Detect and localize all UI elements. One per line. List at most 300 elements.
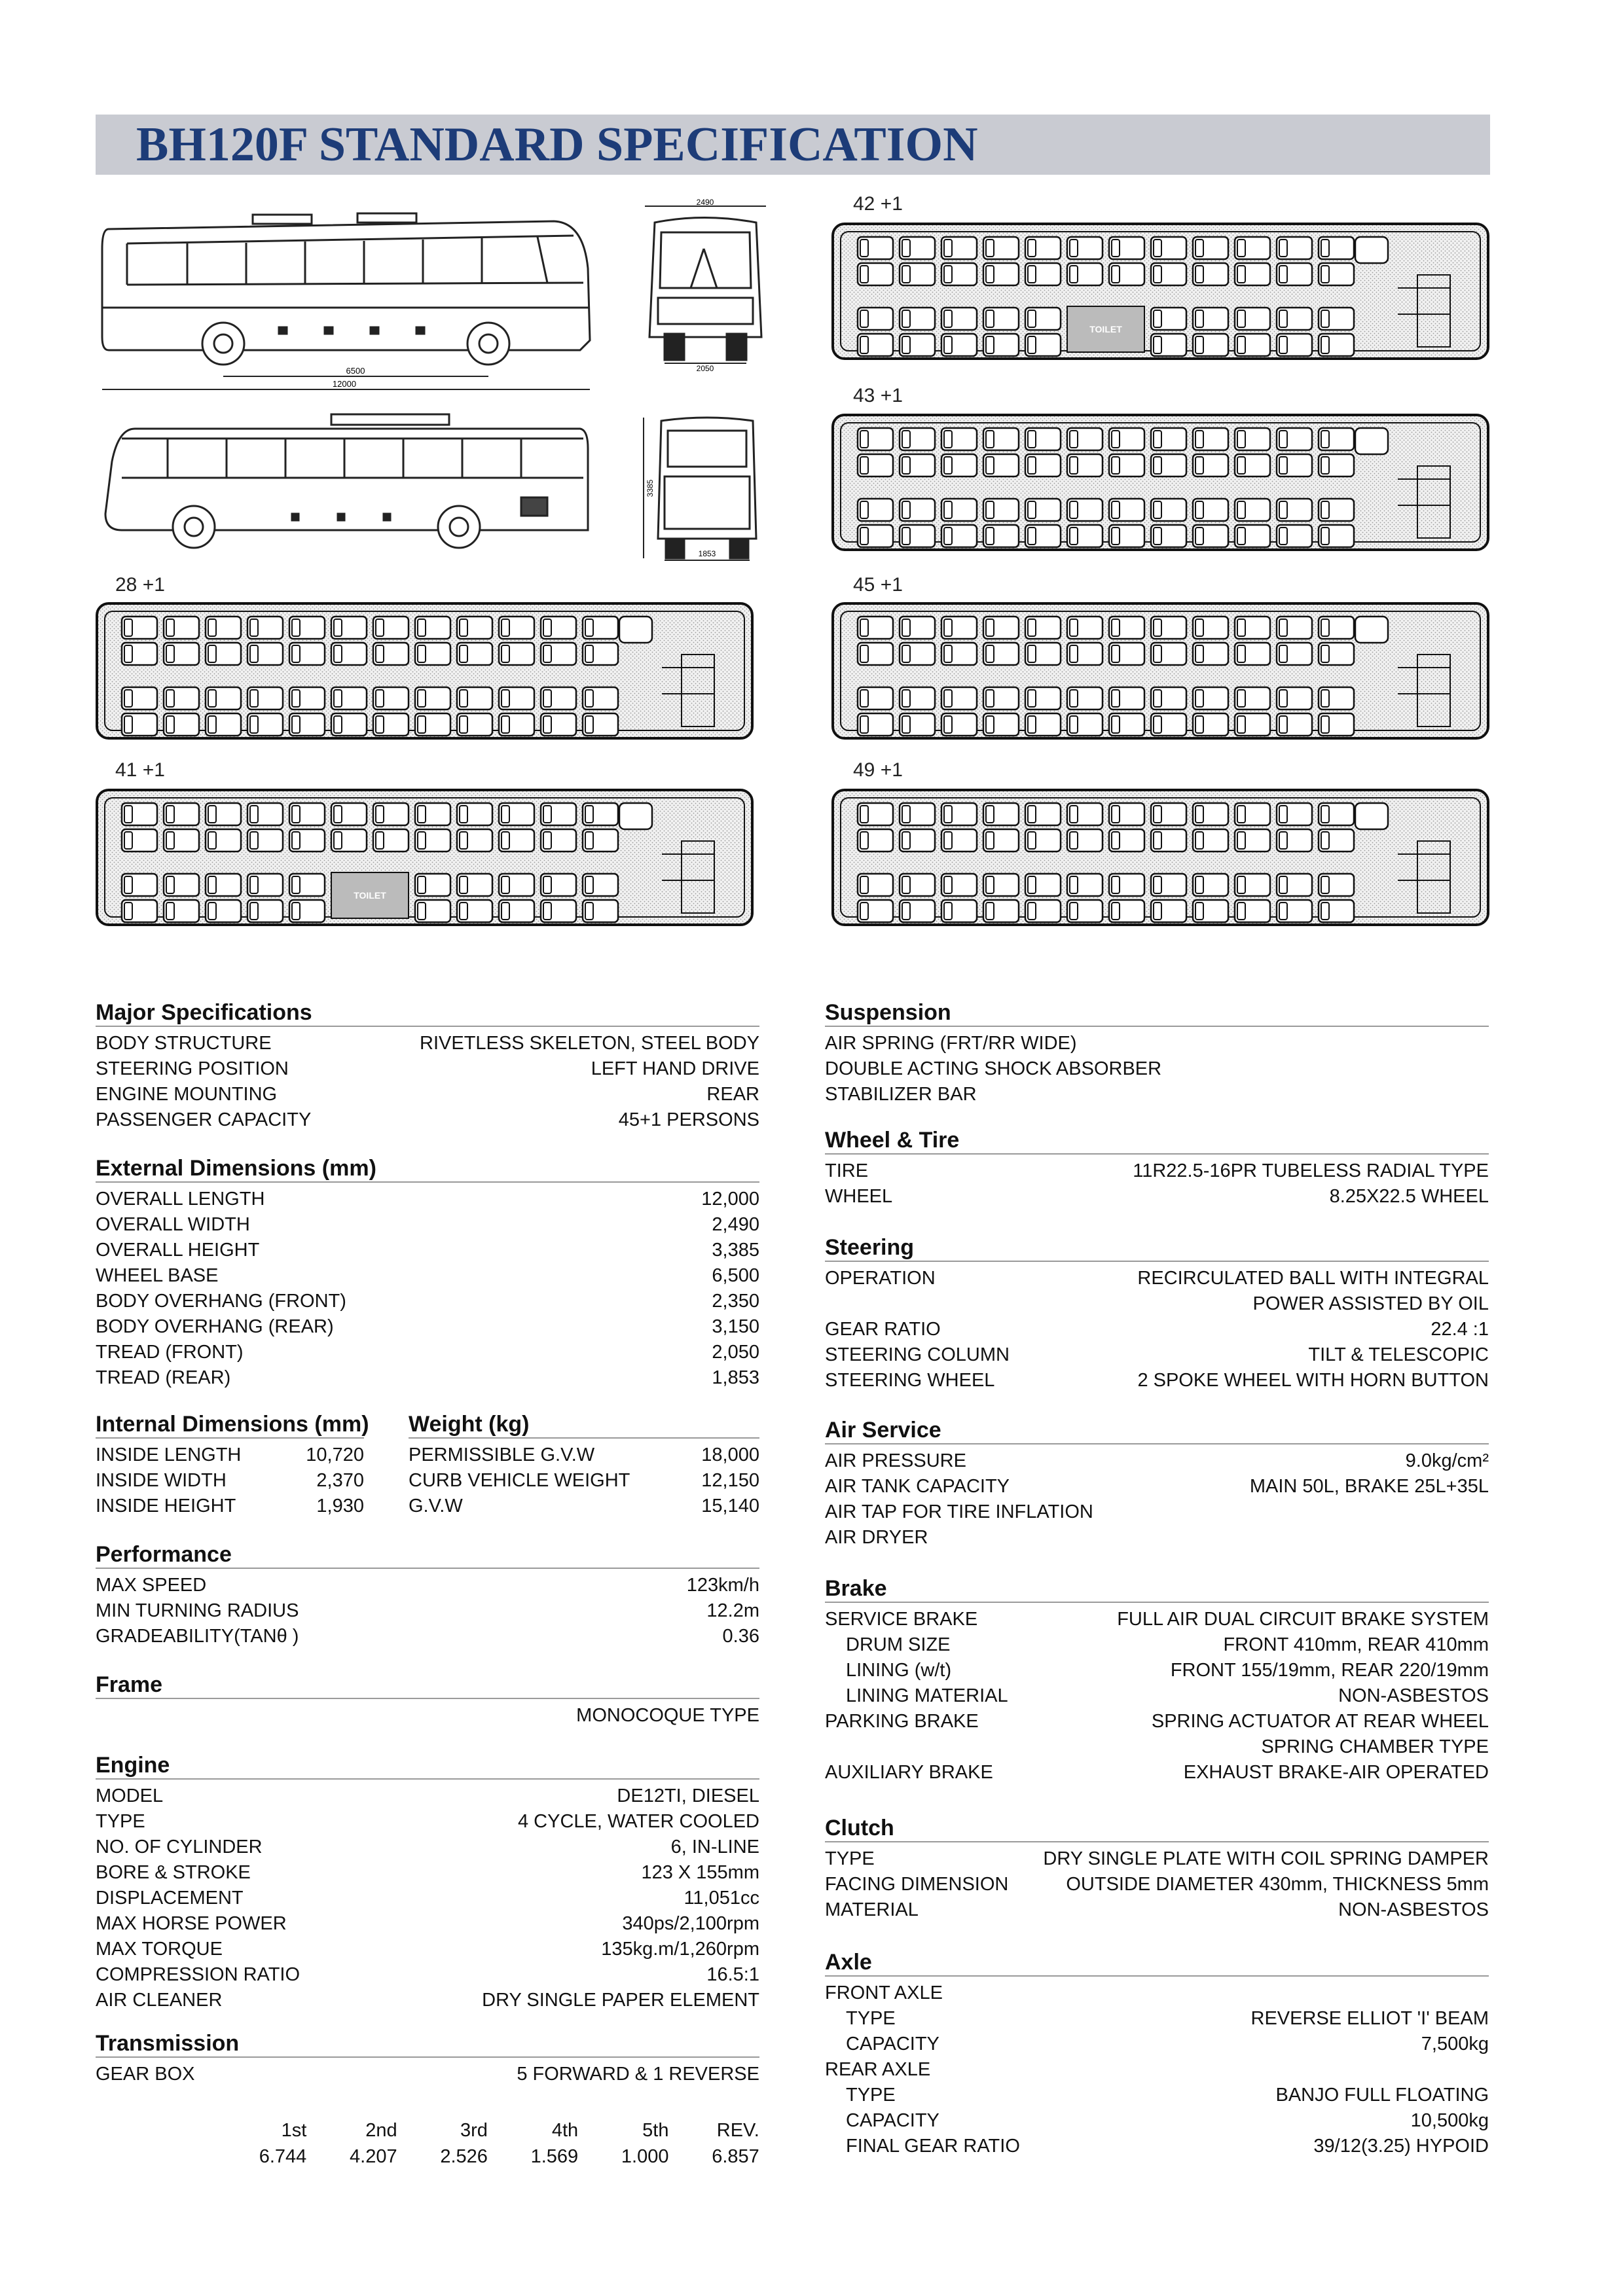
spec-row: GRADEABILITY(TANθ ) 0.36 (96, 1626, 759, 1647)
seat (1319, 617, 1354, 639)
seat (1235, 874, 1270, 896)
seat (289, 874, 325, 896)
spec-row: REAR AXLE (825, 2059, 931, 2080)
spec-row: TYPE DRY SINGLE PLATE WITH COIL SPRING DAMPER (825, 1848, 1489, 1869)
seat (1235, 308, 1270, 330)
seat (1235, 643, 1270, 665)
seat (1235, 713, 1270, 736)
spec-row: INSIDE HEIGHT 1,930 (96, 1496, 364, 1516)
rear-tread-dimension: 1853 (698, 549, 716, 558)
seat (1025, 900, 1061, 922)
seat (1319, 308, 1354, 330)
seat (1025, 617, 1061, 639)
seat (1109, 829, 1144, 852)
seat (1151, 803, 1186, 825)
seat (900, 499, 935, 521)
seat (1277, 874, 1312, 896)
seat (1235, 454, 1270, 476)
performance-section (96, 1540, 759, 1649)
seat (1067, 803, 1103, 825)
section-title: Frame (96, 1670, 759, 1699)
seat (1025, 829, 1061, 852)
seat (1151, 428, 1186, 450)
seat (415, 829, 450, 852)
seat (983, 713, 1019, 736)
seat (858, 525, 893, 547)
seat (457, 803, 492, 825)
seat (122, 829, 157, 852)
spec-row: PASSENGER CAPACITY 45+1 PERSONS (96, 1109, 759, 1130)
toilet-label: TOILET (1089, 324, 1122, 334)
spec-row: OVERALL HEIGHT 3,385 (96, 1240, 759, 1261)
seat (331, 617, 367, 639)
page-title: BH120F STANDARD SPECIFICATION (136, 118, 978, 171)
seat (1277, 499, 1312, 521)
seat (457, 687, 492, 709)
seat (858, 900, 893, 922)
seat (1109, 454, 1144, 476)
seat (1193, 525, 1228, 547)
spec-row: TYPE 4 CYCLE, WATER COOLED (96, 1811, 759, 1832)
toilet-label: TOILET (354, 890, 386, 901)
seat (1109, 237, 1144, 259)
seat (1025, 454, 1061, 476)
seat (941, 428, 977, 450)
section-title: Suspension (825, 998, 1489, 1027)
seat (983, 803, 1019, 825)
seat (858, 237, 893, 259)
title-bar (96, 115, 1490, 175)
spec-row: SPRING CHAMBER TYPE (1261, 1736, 1489, 1757)
seat (457, 617, 492, 639)
seat (1193, 428, 1228, 450)
section-title: Weight (kg) (409, 1410, 759, 1439)
section-title: Internal Dimensions (mm) (96, 1410, 364, 1439)
seat (583, 803, 618, 825)
seat (206, 687, 241, 709)
seat (289, 803, 325, 825)
spec-row: AIR DRYER (825, 1527, 928, 1548)
seat (457, 829, 492, 852)
section-title: Performance (96, 1540, 759, 1569)
seat (1151, 499, 1186, 521)
seat (983, 237, 1019, 259)
bus-front-view-drawing (638, 198, 773, 373)
spec-row: SERVICE BRAKE FULL AIR DUAL CIRCUIT BRAKE SYSTEM (825, 1609, 1489, 1630)
seat (1025, 803, 1061, 825)
seat (541, 829, 576, 852)
seat (415, 643, 450, 665)
seat (1193, 454, 1228, 476)
spec-row: OPERATION RECIRCULATED BALL WITH INTEGRAL (825, 1268, 1489, 1289)
spec-row: PARKING BRAKE SPRING ACTUATOR AT REAR WHEEL (825, 1711, 1489, 1732)
spec-row: INSIDE WIDTH 2,370 (96, 1470, 364, 1491)
seat (1067, 237, 1103, 259)
seat (1067, 454, 1103, 476)
gear-ratio-table (216, 2117, 759, 2170)
seat (373, 829, 409, 852)
seat (289, 900, 325, 922)
seat (1277, 687, 1312, 709)
seat (415, 900, 450, 922)
seat (289, 643, 325, 665)
engine-section (96, 1751, 759, 2013)
seat (983, 525, 1019, 547)
seat (983, 874, 1019, 896)
seat (583, 713, 618, 736)
steering-section (825, 1233, 1489, 1393)
seat (900, 713, 935, 736)
seat (858, 874, 893, 896)
seat (941, 617, 977, 639)
seat (1193, 687, 1228, 709)
seat (1319, 263, 1354, 285)
bus-side-view-drawing (96, 209, 600, 399)
wheelbase-dimension: 6500 (346, 366, 365, 376)
seat (206, 617, 241, 639)
seat (457, 900, 492, 922)
seat (1319, 900, 1354, 922)
spec-row: STEERING WHEEL 2 SPOKE WHEEL WITH HORN BUTTON (825, 1370, 1489, 1391)
seat-layout-45 (831, 602, 1489, 740)
seat (1151, 713, 1186, 736)
section-title: Engine (96, 1751, 759, 1780)
spec-row: CURB VEHICLE WEIGHT 12,150 (409, 1470, 759, 1491)
seat (415, 687, 450, 709)
seat (1025, 237, 1061, 259)
seat (858, 687, 893, 709)
seat (1151, 617, 1186, 639)
spec-row: WHEEL BASE 6,500 (96, 1265, 759, 1286)
seat (1109, 900, 1144, 922)
wheel-tire-section (825, 1126, 1489, 1210)
seat (900, 454, 935, 476)
spec-row: TIRE 11R22.5-16PR TUBELESS RADIAL TYPE (825, 1160, 1489, 1181)
seat (1277, 454, 1312, 476)
spec-row: TYPE BANJO FULL FLOATING (846, 2085, 1489, 2106)
seat (541, 900, 576, 922)
seat (1277, 829, 1312, 852)
seat (1277, 643, 1312, 665)
seat (1109, 643, 1144, 665)
seat (1109, 617, 1144, 639)
seat (457, 643, 492, 665)
seat (941, 454, 977, 476)
seat (247, 643, 283, 665)
seat (1319, 428, 1354, 450)
seat (206, 713, 241, 736)
seat (164, 713, 199, 736)
seat (1109, 803, 1144, 825)
spec-row: AIR TAP FOR TIRE INFLATION (825, 1501, 1093, 1522)
seat (900, 617, 935, 639)
seat (1109, 499, 1144, 521)
seat (1193, 499, 1228, 521)
seat (1025, 643, 1061, 665)
layout-45-label: 45 +1 (853, 574, 903, 596)
spec-row: BODY STRUCTURE RIVETLESS SKELETON, STEEL BODY (96, 1033, 759, 1054)
seat (900, 874, 935, 896)
seat (983, 454, 1019, 476)
spec-row: LINING (w/t) FRONT 155/19mm, REAR 220/19mm (846, 1660, 1489, 1681)
layout-41-label: 41 +1 (115, 759, 165, 781)
seat (1067, 525, 1103, 547)
seat (164, 643, 199, 665)
seat-layout-41 (96, 789, 754, 926)
seat (1319, 829, 1354, 852)
seat (289, 687, 325, 709)
seat (1277, 334, 1312, 356)
seat (1151, 334, 1186, 356)
seat (941, 334, 977, 356)
seat (858, 803, 893, 825)
seat (1067, 829, 1103, 852)
seat (1277, 803, 1312, 825)
seat (1025, 334, 1061, 356)
seat (373, 687, 409, 709)
seat (331, 829, 367, 852)
seat (858, 454, 893, 476)
seat (900, 525, 935, 547)
bus-rear-view-drawing (638, 411, 773, 565)
front-tread-dimension: 2050 (696, 364, 714, 373)
seat (1067, 263, 1103, 285)
section-title: Axle (825, 1948, 1489, 1977)
spec-row: MIN TURNING RADIUS 12.2m (96, 1600, 759, 1621)
spec-row: TREAD (REAR) 1,853 (96, 1367, 759, 1388)
seat (1193, 643, 1228, 665)
seat (900, 263, 935, 285)
spec-row: STEERING COLUMN TILT & TELESCOPIC (825, 1344, 1489, 1365)
seat (415, 713, 450, 736)
seat (1067, 643, 1103, 665)
seat (858, 643, 893, 665)
clutch-section (825, 1814, 1489, 1923)
seat (247, 829, 283, 852)
seat (1025, 525, 1061, 547)
section-title: Wheel & Tire (825, 1126, 1489, 1155)
seat (1319, 237, 1354, 259)
seat (1067, 687, 1103, 709)
seat (1067, 428, 1103, 450)
seat (331, 713, 367, 736)
seat (1067, 900, 1103, 922)
seat (1193, 829, 1228, 852)
spec-row: FINAL GEAR RATIO 39/12(3.25) HYPOID (846, 2136, 1489, 2157)
seat (983, 687, 1019, 709)
spec-row: AIR PRESSURE 9.0kg/cm² (825, 1450, 1489, 1471)
bus-side-view-drawing-2 (96, 409, 600, 563)
spec-row: DOUBLE ACTING SHOCK ABSORBER (825, 1058, 1162, 1079)
internal-dimensions-section (96, 1410, 369, 1519)
seat (900, 643, 935, 665)
seat (415, 803, 450, 825)
seat (1067, 874, 1103, 896)
seat (1025, 713, 1061, 736)
seat (499, 900, 534, 922)
spec-row: AIR SPRING (FRT/RR WIDE) (825, 1033, 1077, 1054)
seat (1193, 237, 1228, 259)
seat (164, 874, 199, 896)
seat (206, 643, 241, 665)
seat (1193, 900, 1228, 922)
seat (858, 334, 893, 356)
seat (164, 829, 199, 852)
weight-section (409, 1410, 759, 1519)
rear-height-dimension: 3385 (646, 479, 655, 497)
seat (499, 643, 534, 665)
seat (373, 713, 409, 736)
seat (1235, 334, 1270, 356)
spec-row: FRONT AXLE (825, 1982, 943, 2003)
seat (331, 803, 367, 825)
spec-row: TREAD (FRONT) 2,050 (96, 1342, 759, 1363)
seat (206, 803, 241, 825)
seat (900, 334, 935, 356)
seat (858, 308, 893, 330)
toilet-compartment (1067, 306, 1144, 352)
seat (1193, 874, 1228, 896)
seat (941, 713, 977, 736)
spec-row: TYPE REVERSE ELLIOT 'I' BEAM (846, 2008, 1489, 2029)
seat (1193, 308, 1228, 330)
seat (206, 900, 241, 922)
spec-row: COMPRESSION RATIO 16.5:1 (96, 1964, 759, 1985)
length-dimension: 12000 (332, 379, 357, 389)
seat (900, 829, 935, 852)
seat (1109, 687, 1144, 709)
seat (583, 900, 618, 922)
air-service-section (825, 1416, 1489, 1551)
suspension-section (825, 998, 1489, 1107)
seat (1067, 713, 1103, 736)
seat (457, 874, 492, 896)
layout-28-label: 28 +1 (115, 574, 165, 596)
seat (1319, 874, 1354, 896)
toilet-compartment (331, 872, 409, 918)
seat (1235, 499, 1270, 521)
seat (983, 308, 1019, 330)
seat (858, 829, 893, 852)
spec-row: BORE & STROKE 123 X 155mm (96, 1862, 759, 1883)
seat (247, 900, 283, 922)
seat (1277, 308, 1312, 330)
spec-row: MONOCOQUE TYPE (576, 1705, 759, 1726)
seat (373, 617, 409, 639)
seat (499, 687, 534, 709)
front-width-dimension: 2490 (696, 198, 714, 207)
seat (541, 643, 576, 665)
seat (1193, 713, 1228, 736)
external-dimensions-section (96, 1154, 759, 1391)
seat (941, 803, 977, 825)
seat (1151, 454, 1186, 476)
seat (1235, 263, 1270, 285)
seat (1151, 525, 1186, 547)
spec-row: MAX HORSE POWER 340ps/2,100rpm (96, 1913, 759, 1934)
seat (1025, 499, 1061, 521)
section-title: Brake (825, 1574, 1489, 1603)
seat (122, 803, 157, 825)
seat (858, 617, 893, 639)
seat (1193, 263, 1228, 285)
seat (1277, 237, 1312, 259)
seat (1277, 713, 1312, 736)
spec-row: BODY OVERHANG (FRONT) 2,350 (96, 1291, 759, 1312)
seat (247, 713, 283, 736)
seat (941, 263, 977, 285)
seat (247, 874, 283, 896)
layout-42-label: 42 +1 (853, 193, 903, 215)
seat (247, 687, 283, 709)
seat-layout-42 (831, 223, 1489, 360)
seat (983, 829, 1019, 852)
seat (1109, 428, 1144, 450)
seat (1319, 499, 1354, 521)
seat (1319, 803, 1354, 825)
seat (541, 874, 576, 896)
seat (1193, 803, 1228, 825)
seat (1151, 643, 1186, 665)
seat (1277, 900, 1312, 922)
seat (206, 829, 241, 852)
spec-row: DISPLACEMENT 11,051cc (96, 1888, 759, 1909)
seat (373, 803, 409, 825)
seat (247, 617, 283, 639)
seat (1109, 263, 1144, 285)
seat (164, 687, 199, 709)
seat (1319, 525, 1354, 547)
spec-row: OVERALL LENGTH 12,000 (96, 1189, 759, 1210)
seat (941, 687, 977, 709)
seat (1277, 617, 1312, 639)
seat (122, 617, 157, 639)
seat (122, 900, 157, 922)
major-specifications-section (96, 998, 759, 1133)
seat (983, 334, 1019, 356)
seat (164, 617, 199, 639)
seat (1235, 900, 1270, 922)
seat (941, 829, 977, 852)
seat (499, 829, 534, 852)
spec-row: PERMISSIBLE G.V.W 18,000 (409, 1444, 759, 1465)
spec-row: DRUM SIZE FRONT 410mm, REAR 410mm (846, 1634, 1489, 1655)
seat (1025, 428, 1061, 450)
spec-row: AUXILIARY BRAKE EXHAUST BRAKE-AIR OPERATED (825, 1762, 1489, 1783)
spec-row: FACING DIMENSION OUTSIDE DIAMETER 430mm, THICKNESS 5mm (825, 1874, 1489, 1895)
spec-row: INSIDE LENGTH 10,720 (96, 1444, 364, 1465)
seat (499, 803, 534, 825)
frame-section (96, 1670, 759, 1729)
seat (941, 237, 977, 259)
seat (331, 687, 367, 709)
spec-row: STEERING POSITION LEFT HAND DRIVE (96, 1058, 759, 1079)
spec-row: MODEL DE12TI, DIESEL (96, 1785, 759, 1806)
seat (1193, 617, 1228, 639)
seat (164, 803, 199, 825)
gear-header-row: 1st 2nd 3rd 4th 5th REV. (281, 2120, 759, 2141)
seat (289, 829, 325, 852)
seat (1151, 829, 1186, 852)
layout-49-label: 49 +1 (853, 759, 903, 781)
seat (941, 525, 977, 547)
seat (858, 713, 893, 736)
seat (900, 308, 935, 330)
spec-row: GEAR BOX 5 FORWARD & 1 REVERSE (96, 2064, 759, 2085)
seat (983, 643, 1019, 665)
seat (541, 687, 576, 709)
seat (1025, 874, 1061, 896)
